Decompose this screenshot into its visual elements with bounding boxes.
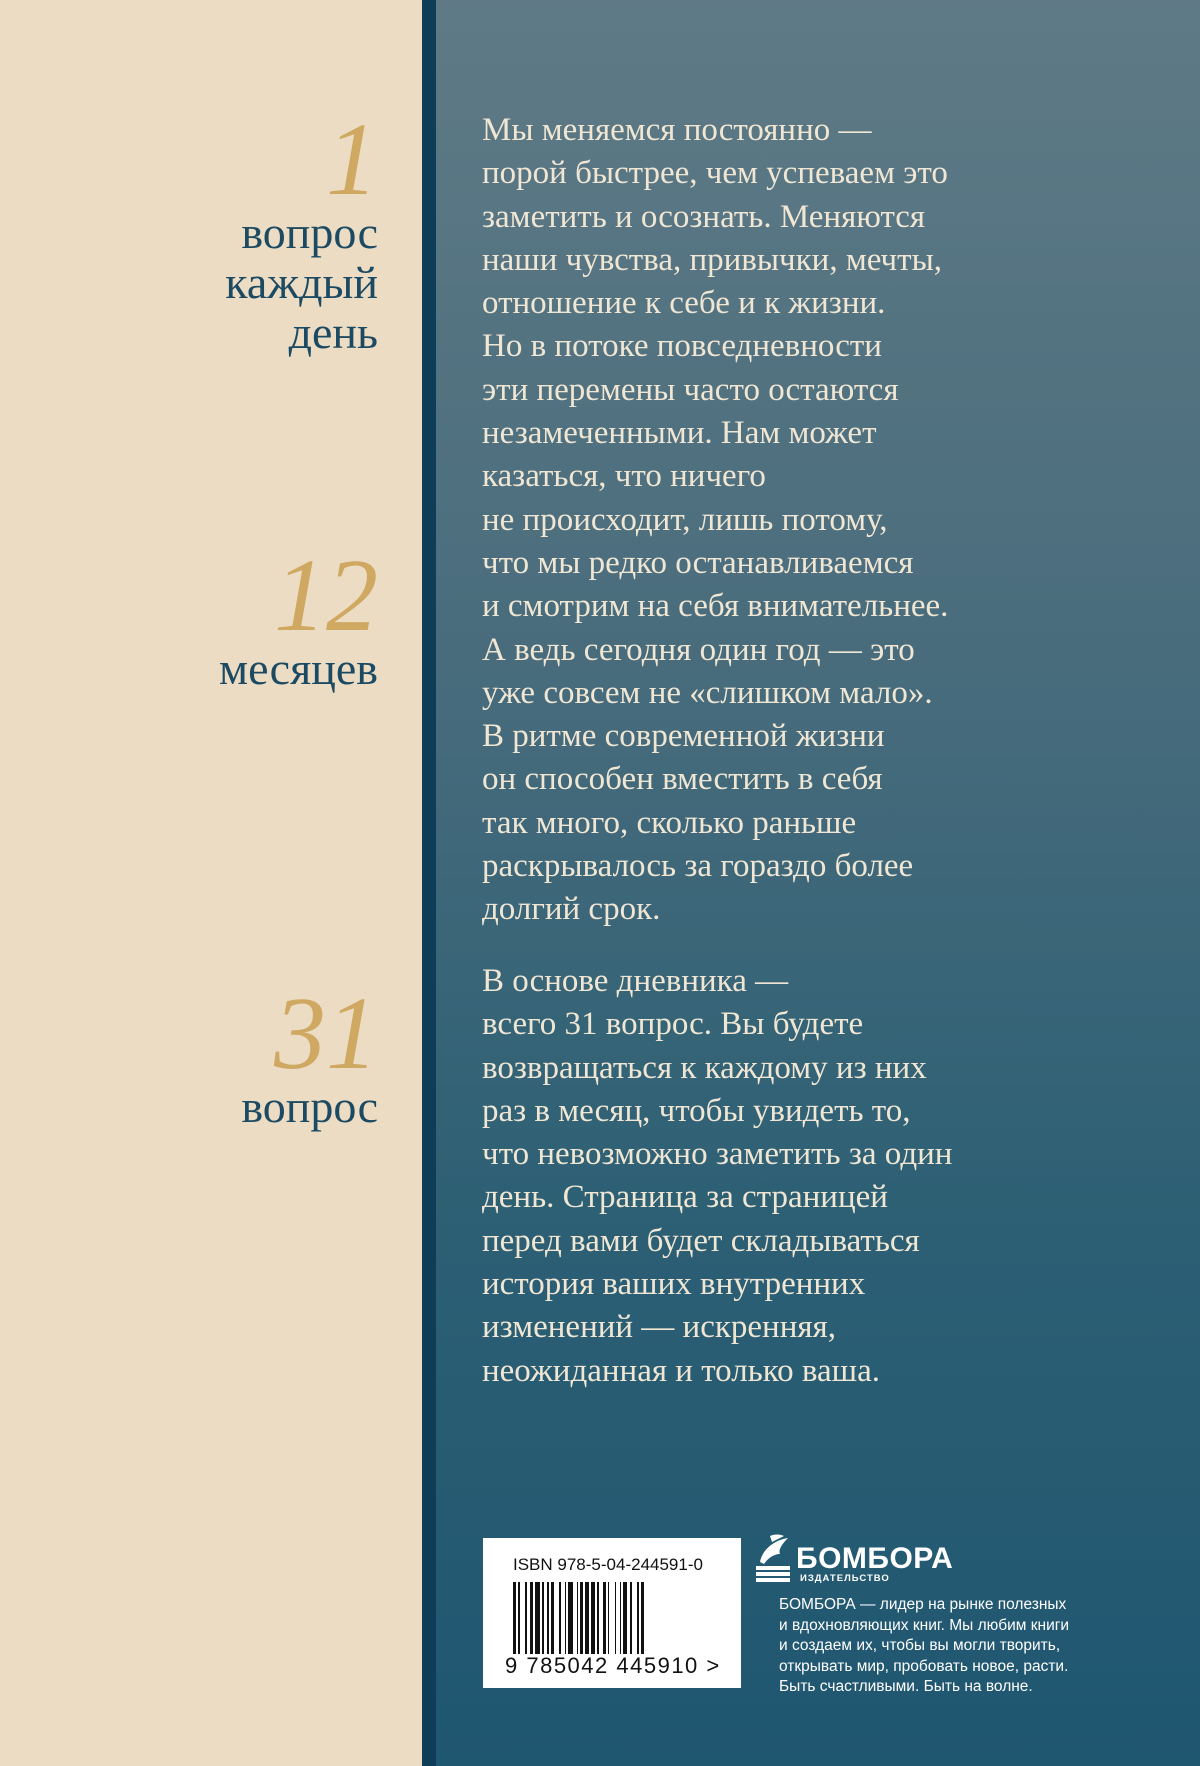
barcode-bar — [565, 1582, 567, 1654]
text-line: изменений — искренняя, — [482, 1309, 836, 1346]
text-line: В основе дневника — — [482, 963, 789, 999]
barcode-bar — [551, 1582, 554, 1654]
barcode-bar — [637, 1582, 639, 1654]
barcode-bar — [603, 1582, 606, 1654]
isbn-barcode — [483, 1538, 741, 1688]
text-line: А ведь сегодня один год — это — [482, 631, 915, 668]
text-line: эти перемены часто остаются — [482, 371, 899, 408]
barcode-bar — [585, 1582, 588, 1654]
barcode-bar — [568, 1582, 573, 1654]
barcode-bars — [513, 1582, 713, 1654]
text-line: отношение к себе и к жизни. — [482, 285, 886, 322]
spine-stripe — [422, 0, 436, 1766]
barcode-bar — [591, 1582, 596, 1654]
text-line: история ваших внутренних — [482, 1266, 866, 1303]
barcode-bar — [535, 1582, 540, 1654]
text-line: что невозможно заметить за один — [482, 1136, 953, 1173]
text-line: и вдохновляющих книг. Мы любим книги — [779, 1616, 1070, 1634]
text-line: казаться, что ничего — [482, 458, 766, 495]
publisher-logo-subtitle: ИЗДАТЕЛЬСТВО — [800, 1573, 890, 1584]
stat-number: 12 — [274, 538, 378, 653]
stat-questions-total — [241, 976, 378, 1132]
text-line: возвращаться к каждому из них — [482, 1049, 927, 1086]
text-line: заметить и осознать. Меняются — [482, 198, 926, 235]
barcode-bar — [525, 1582, 527, 1654]
text-line: открывать мир, пробовать новое, расти. — [779, 1657, 1069, 1675]
barcode-bar — [580, 1582, 583, 1654]
text-line: он способен вместить в себя — [482, 761, 883, 798]
barcode-bar — [623, 1582, 626, 1654]
text-line: долгий срок. — [482, 891, 661, 928]
stat-word: каждый — [225, 257, 378, 308]
barcode-digits: 9 785042 445910 > — [505, 1653, 721, 1678]
barcode-bar — [620, 1582, 622, 1654]
barcode-bar — [597, 1582, 599, 1654]
barcode-bar — [559, 1582, 561, 1654]
text-line: Но в потоке повседневности — [482, 328, 882, 365]
barcode-bar — [641, 1582, 644, 1654]
stat-number: 1 — [326, 102, 378, 217]
text-line: перед вами будет складываться — [482, 1222, 920, 1259]
stat-months — [218, 538, 378, 694]
barcode-bar — [577, 1582, 579, 1654]
text-line: БОМБОРА — лидер на рынке полезных — [779, 1596, 1067, 1613]
text-line: наши чувства, привычки, мечты, — [482, 241, 942, 278]
barcode-bar — [608, 1582, 610, 1654]
barcode-bar — [615, 1582, 617, 1654]
text-line: и смотрим на себя внимательнее. — [482, 588, 949, 625]
text-line: неожиданная и только ваша. — [482, 1352, 880, 1389]
publisher-description — [779, 1595, 1109, 1698]
text-line: так много, сколько раньше — [482, 804, 857, 841]
barcode-bar — [547, 1582, 549, 1654]
barcode-bar — [513, 1582, 516, 1654]
stat-word: вопрос — [241, 1081, 378, 1132]
isbn-label: ISBN 978-5-04-244591-0 — [513, 1555, 703, 1574]
text-line: раскрывалось за гораздо более — [482, 848, 914, 885]
blurb-paragraph-2 — [482, 960, 1102, 1393]
text-line: день. Страница за страницей — [482, 1179, 888, 1216]
text-line: что мы редко останавливаемся — [482, 544, 914, 581]
barcode-bar — [542, 1582, 544, 1654]
text-line: незамеченными. Нам может — [482, 415, 877, 452]
stat-number: 31 — [274, 976, 378, 1091]
text-line: В ритме современной жизни — [482, 718, 885, 755]
text-line: уже совсем не «слишком мало». — [482, 674, 933, 711]
barcode-bar — [530, 1582, 533, 1654]
stat-questions-per-day — [225, 102, 378, 358]
barcode-bar — [518, 1582, 520, 1654]
text-line: Быть счастливыми. Быть на волне. — [779, 1678, 1033, 1696]
text-line: и создаем их, чтобы вы могли творить, — [779, 1637, 1061, 1655]
publisher-logo — [752, 1532, 954, 1588]
text-line: всего 31 вопрос. Вы будете — [482, 1006, 864, 1043]
stat-word: вопрос — [241, 207, 378, 258]
publisher-logo-text: БОМБОРА — [796, 1542, 954, 1575]
text-line: не происходит, лишь потому, — [482, 501, 888, 538]
text-line: Мы меняемся постоянно — — [482, 112, 872, 148]
text-line: порой быстрее, чем успеваем это — [482, 155, 948, 192]
stat-word: день — [288, 307, 378, 358]
bombora-bird-icon — [752, 1532, 796, 1584]
barcode-bar — [630, 1582, 632, 1654]
text-line: раз в месяц, чтобы увидеть то, — [482, 1092, 911, 1129]
stat-word: месяцев — [218, 643, 378, 694]
blurb-paragraph-1 — [482, 109, 1102, 932]
